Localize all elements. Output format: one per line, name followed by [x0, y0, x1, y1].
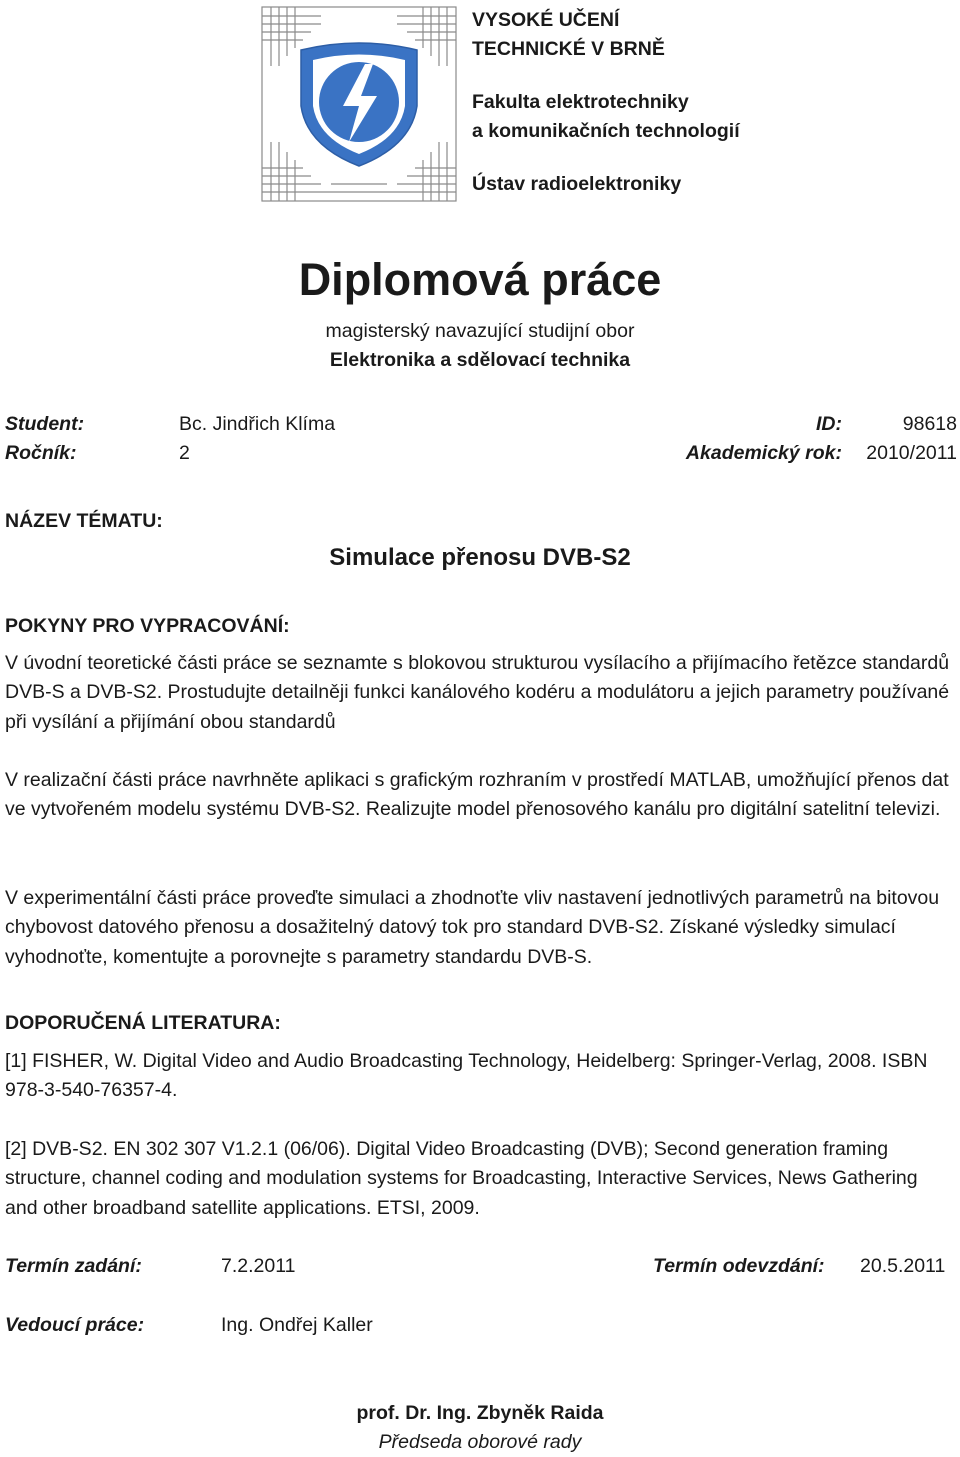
- id-value: 98618: [902, 413, 957, 435]
- literature-label: DOPORUČENÁ LITERATURA:: [5, 1012, 281, 1034]
- topic-label: NÁZEV TÉMATU:: [5, 510, 163, 532]
- student-label: Student:: [5, 413, 85, 435]
- signature-name: prof. Dr. Ing. Zbyněk Raida: [356, 1402, 604, 1424]
- university-name-line1: VYSOKÉ UČENÍ: [472, 9, 620, 31]
- university-name-line2: TECHNICKÉ V BRNĚ: [472, 38, 665, 60]
- literature-item-1: [5, 1047, 955, 1106]
- instructions-text: V úvodní teoretické části práce se seznamte s blokovou strukturou vysílacího a přijímacího řetězce standardů DVB-S a DVB-S2. Prostudujte detailněji funkci kanálového kodéru a modulátoru a jejich parametry používané při vysílání a přijímání obou standardů: [5, 652, 950, 733]
- due-date-value: 20.5.2011: [860, 1255, 946, 1277]
- university-logo: [261, 6, 457, 202]
- instructions-text: V experimentální části práce proveďte simulaci a zhodnoťte vliv nastavení jednotlivých parametrů na bitovou chybovost datového přenosu a dosažitelný datový tok pro standard DVB-S2. Získané výsledky simulací vyhodnoťte, komentujte a porovnejte s parametry standardu DVB-S.: [5, 887, 940, 968]
- academic-year-label: Akademický rok:: [685, 442, 842, 464]
- topic-title: Simulace přenosu DVB-S2: [329, 544, 631, 571]
- study-field: Elektronika a sdělovací technika: [329, 349, 631, 371]
- signature-role: Předseda oborové rady: [378, 1431, 582, 1453]
- academic-year-value: 2010/2011: [866, 442, 957, 464]
- literature-text: [2] DVB-S2. EN 302 307 V1.2.1 (06/06). Digital Video Broadcasting (DVB); Second generation framing structure, channel coding and modulation systems for Broadcasting, Interactive Services, News Gathering and other broadband satellite applications. ETSI, 2009.: [5, 1138, 918, 1219]
- instructions-paragraph-1: [5, 649, 955, 737]
- department-name: Ústav radioelektroniky: [472, 173, 682, 195]
- study-program: magisterský navazující studijní obor: [325, 320, 635, 342]
- instructions-paragraph-3: [5, 884, 955, 972]
- literature-item-2: [5, 1135, 955, 1223]
- year-label: Ročník:: [5, 442, 77, 464]
- due-date-label: Termín odevzdání:: [653, 1255, 825, 1277]
- id-label: ID:: [816, 413, 842, 435]
- assigned-date-value: 7.2.2011: [221, 1255, 296, 1277]
- student-name: Bc. Jindřich Klíma: [179, 413, 336, 435]
- document-title: Diplomová práce: [298, 254, 662, 305]
- instructions-text: V realizační části práce navrhněte aplikaci s grafickým rozhraním v prostředí MATLAB, umožňující přenos dat ve vytvořeném modelu systému DVB-S2. Realizujte model přenosového kanálu pro digitální satelitní televizi.: [5, 769, 949, 821]
- faculty-name-line1: Fakulta elektrotechniky: [472, 91, 689, 113]
- year-value: 2: [179, 442, 190, 464]
- assigned-date-label: Termín zadání:: [5, 1255, 142, 1277]
- supervisor-name: Ing. Ondřej Kaller: [221, 1314, 373, 1336]
- instructions-label: POKYNY PRO VYPRACOVÁNÍ:: [5, 615, 290, 637]
- faculty-name-line2: a komunikačních technologií: [472, 120, 740, 142]
- literature-text: [1] FISHER, W. Digital Video and Audio Broadcasting Technology, Heidelberg: Springer-Verlag, 2008. ISBN 978-3-540-76357-4.: [5, 1050, 928, 1102]
- vut-fekt-logo-icon: [261, 6, 457, 202]
- supervisor-label: Vedoucí práce:: [5, 1314, 145, 1336]
- instructions-paragraph-2: [5, 766, 955, 825]
